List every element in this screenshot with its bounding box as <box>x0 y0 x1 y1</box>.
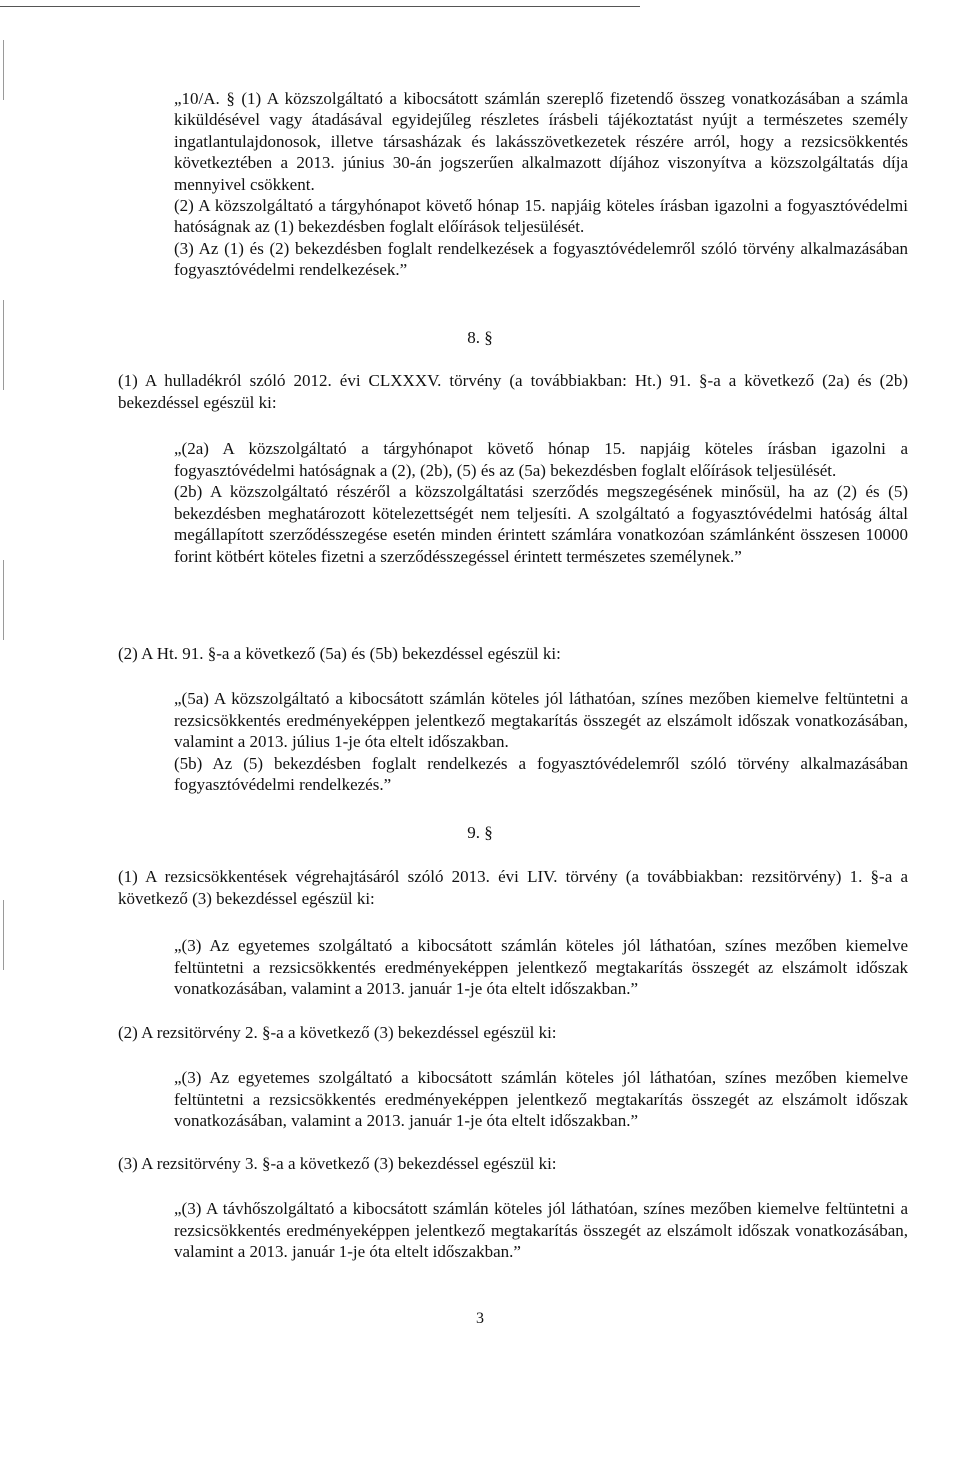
scan-edge-mark <box>3 900 4 970</box>
quote-5a: „(5a) A közszolgáltató a kibocsátott számlán köteles jól láthatóan, színes mezőben kiemelve feltüntetni a rezsicsökkentés eredményeképpen jelentkező megtakarítás összegét az elszámolt időszak vonatkozásában, valamint a 2013. július 1-je óta eltelt időszakban. <box>174 689 908 752</box>
section-8-quote-2 <box>174 688 908 796</box>
section-9-quote-1: „(3) Az egyetemes szolgáltató a kibocsátott számlán köteles jól láthatóan, színes mezőben kiemelve feltüntetni a rezsicsökkentés eredményeképpen jelentkező megtakarítás összegét az elszámolt időszak vonatkozásában, valamint a 2013. január 1-je óta eltelt időszakban.” <box>174 936 908 999</box>
section-9-intro-3: (3) A rezsitörvény 3. §-a a következő (3) bekezdéssel egészül ki: <box>118 1154 557 1173</box>
section-8-title: 8. § <box>467 328 493 347</box>
section-9-quote-2: „(3) Az egyetemes szolgáltató a kibocsátott számlán köteles jól láthatóan, színes mezőben kiemelve feltüntetni a rezsicsökkentés eredményeképpen jelentkező megtakarítás összegét az elszámolt időszak vonatkozásában, valamint a 2013. január 1-je óta eltelt időszakban.” <box>174 1068 908 1131</box>
quote-2b: (2b) A közszolgáltató részéről a közszolgáltatási szerződés megszegésének minősül, ha az (2) és (5) bekezdésben meghatározott kötelezettségét nem teljesíti. A szolgáltató a fogyasztóvédelmi hatóság által megállapított szerződésszegése esetén minden érintett számlára vonatkozóan számlánként összesen 10000 forint kötbért köteles fizetni a szerződésszegéssel érintett természetes személynek.” <box>174 482 908 566</box>
section-9-intro-1: (1) A rezsicsökkentések végrehajtásáról szóló 2013. évi LIV. törvény (a továbbiakban: rezsitörvény) 1. §-a a következő (3) bekezdéssel egészül ki: <box>118 867 908 908</box>
scan-edge-mark <box>3 40 4 100</box>
scan-top-line <box>0 6 640 7</box>
quote-2a: „(2a) A közszolgáltató a tárgyhónapot követő hónap 15. napjáig köteles írásban igazolni a fogyasztóvédelmi hatóságnak a (2), (2b), (5) és az (5a) bekezdésben foglalt előírások teljesülését. <box>174 439 908 480</box>
scan-edge-mark <box>3 560 4 640</box>
paragraph-10a <box>174 88 908 281</box>
section-8-quote-1 <box>174 438 908 568</box>
section-8-intro-1: (1) A hulladékról szóló 2012. évi CLXXXV. törvény (a továbbiakban: Ht.) 91. §-a a következő (2a) és (2b) bekezdéssel egészül ki: <box>118 371 908 412</box>
section-9-intro-2: (2) A rezsitörvény 2. §-a a következő (3) bekezdéssel egészül ki: <box>118 1023 557 1042</box>
para-10a-1: „10/A. § (1) A közszolgáltató a kibocsátott számlán szereplő fizetendő összeg vonatkozásában a számla kiküldésével vagy átadásával egyidejűleg részletes írásbeli tájékoztatást nyújt a természetes személy ingatlantulajdonosok, illetve társasházak és lakásszövetkezetek részére arról, hogy a rezsicsökkentés következtében a 2013. június 30-án jogszerűen alkalmazott díjához viszonyítva a közszolgáltatás díja mennyivel csökkent. <box>174 89 908 194</box>
section-9-title: 9. § <box>467 823 493 842</box>
section-8-intro-2: (2) A Ht. 91. §-a a következő (5a) és (5b) bekezdéssel egészül ki: <box>118 644 561 663</box>
quote-5b: (5b) Az (5) bekezdésben foglalt rendelkezés a fogyasztóvédelemről szóló törvény alkalmazásában fogyasztóvédelmi rendelkezés.” <box>174 753 908 795</box>
para-10a-3: (3) Az (1) és (2) bekezdésben foglalt rendelkezések a fogyasztóvédelemről szóló törvény alkalmazásában fogyasztóvédelmi rendelkezések.” <box>174 238 908 280</box>
page-number: 3 <box>476 1310 484 1327</box>
section-9-quote-3: „(3) A távhőszolgáltató a kibocsátott számlán köteles jól láthatóan, színes mezőben kiemelve feltüntetni a rezsicsökkentés eredményeképpen jelentkező megtakarítás összegét az elszámolt időszak vonatkozásában, valamint a 2013. január 1-je óta eltelt időszakban.” <box>174 1199 908 1262</box>
para-10a-2: (2) A közszolgáltató a tárgyhónapot követő hónap 15. napjáig köteles írásban igazolni a fogyasztóvédelmi hatóságnak az (1) bekezdésben foglalt előírások teljesülését. <box>174 196 908 237</box>
